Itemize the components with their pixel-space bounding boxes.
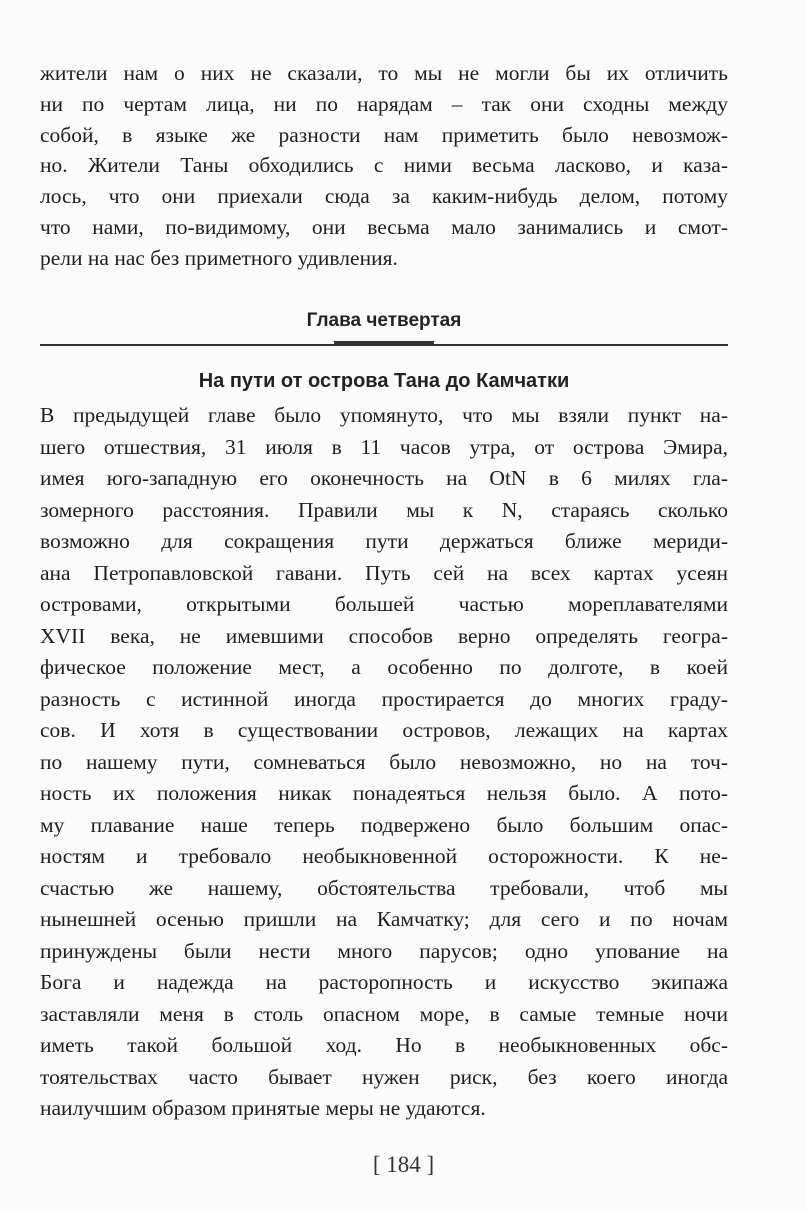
text-line: но. Жители Таны обходились с ними весьма ласково, и каза-: [40, 153, 728, 178]
text-line: ни по чертам лица, ни по нарядам – так они сходны между: [40, 91, 728, 116]
page-number: [ 184 ]: [372, 1152, 435, 1177]
text-line: жители нам о них не сказали, то мы не могли бы их отличить: [40, 61, 728, 85]
text-line: собой, в языке же разности нам приметить было невозмож-: [40, 122, 728, 147]
text-line: принуждены были нести много парусов; одно упование на: [40, 938, 728, 963]
text-line: островами, открытыми большей частью мореплавателями: [40, 592, 728, 616]
text-line: шего отшествия, 31 июля в 11 часов утра, от острова Эмира,: [40, 434, 728, 459]
text-line: заставляли меня в столь опасном море, в самые темные ночи: [40, 1001, 728, 1026]
text-line: Бога и надежда на расторопность и искусство экипажа: [40, 970, 728, 994]
text-line: ностям и требовало необыкновенной осторожности. К не-: [40, 844, 728, 868]
text-line: сов. И хотя в существовании островов, лежащих на картах: [40, 718, 728, 742]
text-line: рели на нас без приметного удивления.: [40, 245, 398, 270]
text-line: по нашему пути, сомневаться было невозможно, но на точ-: [40, 749, 728, 774]
text-line: что нами, по-видимому, они весьма мало занимались и смот-: [40, 214, 728, 239]
text-line: разность с истинной иногда простирается до многих граду-: [40, 686, 728, 711]
chapter-divider-mark: [334, 341, 434, 345]
text-line: возможно для сокращения пути держаться ближе мериди-: [40, 529, 728, 553]
paragraph-continued: [40, 58, 728, 274]
text-line: имея юго-западную его оконечность на OtN в 6 милях гла-: [40, 466, 728, 490]
text-line: му плавание наше теперь подвержено было большим опас-: [40, 812, 728, 837]
text-line: фическое положение мест, а особенно по долготе, в коей: [40, 655, 728, 679]
text-line: счастью же нашему, обстоятельства требовали, чтоб мы: [40, 875, 728, 900]
text-line: ана Петропавловской гавани. Путь сей на всех картах усеян: [40, 560, 728, 585]
text-line: XVII века, не имевшими способов верно определять геогра-: [40, 623, 728, 648]
text-line: иметь такой большой ход. Но в необыкновенных обс-: [40, 1033, 728, 1057]
text-line: тоятельствах часто бывает нужен риск, без коего иногда: [40, 1064, 728, 1089]
text-line: ность их положения никак понадеяться нельзя было. А пото-: [40, 781, 728, 805]
text-line: наилучшим образом принятые меры не удаются.: [40, 1096, 486, 1120]
text-line: зомерного расстояния. Правили мы к N, стараясь сколько: [40, 497, 728, 522]
chapter-title: На пути от острова Тана до Камчатки: [198, 370, 570, 392]
chapter-paragraph: [40, 400, 728, 1125]
chapter-label: Глава четвертая: [306, 310, 462, 331]
text-line: нынешней осенью пришли на Камчатку; для сего и по ночам: [40, 907, 728, 931]
text-line: лось, что они приехали сюда за каким-нибудь делом, потому: [40, 184, 728, 209]
text-line: В предыдущей главе было упомянуто, что мы взяли пункт на-: [40, 403, 728, 427]
